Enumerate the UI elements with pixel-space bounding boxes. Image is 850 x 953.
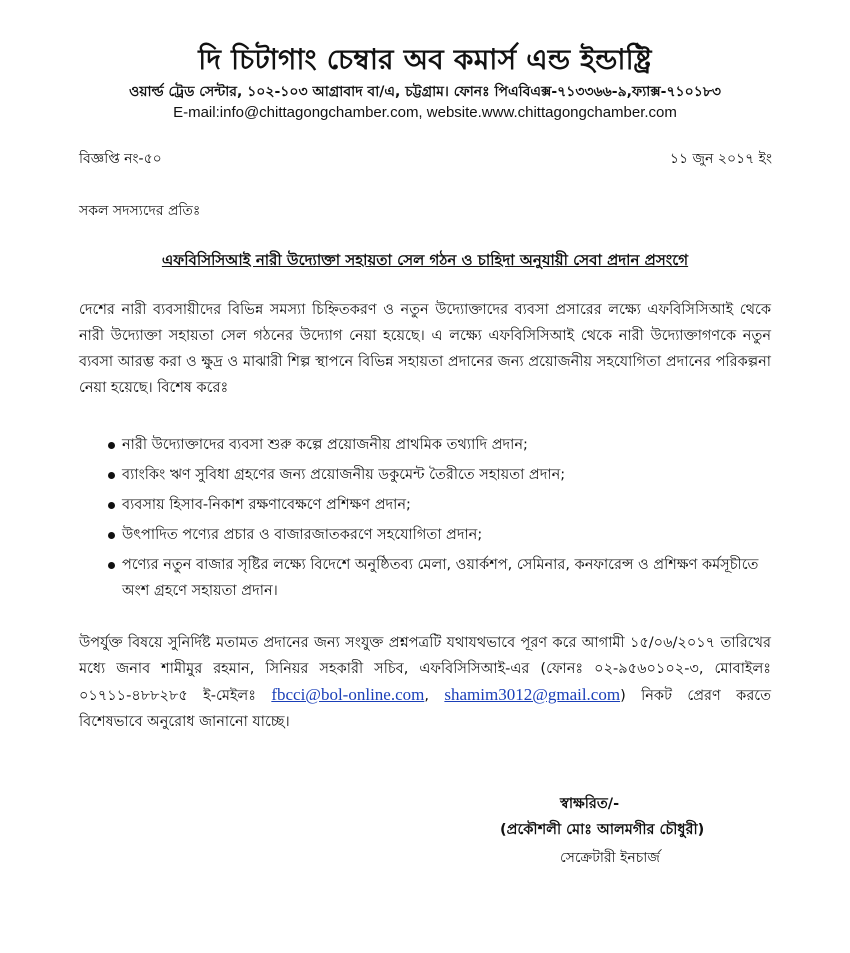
support-list	[108, 432, 772, 608]
list-item-text: পণ্যের নতুন বাজার সৃষ্টির লক্ষ্যে বিদেশে অনুষ্ঠিতব্য মেলা, ওয়ার্কশপ, সেমিনার, কনফারেন্স ও প্রশিক্ষণ কর্মসূচীতে অংশ গ্রহণে সহায়তা প্রদান।	[122, 557, 759, 599]
list-item-text: নারী উদ্যোক্তাদের ব্যবসা শুরু কল্পে প্রয়োজনীয় প্রাথমিক তথ্যাদি প্রদান;	[122, 437, 528, 453]
bullet-icon	[108, 472, 115, 479]
signatory-designation: সেক্রেটারী ইনচার্জ	[560, 850, 660, 866]
signatory-name: (প্রকৌশলী মোঃ আলমগীর চৌধুরী)	[500, 822, 705, 838]
bullet-icon	[108, 442, 115, 449]
signed-label: স্বাক্ষরিত/-	[560, 796, 620, 812]
organization-title: দি চিটাগাং চেম্বার অব কমার্স এন্ড ইন্ডাষ্ট্রি	[198, 43, 652, 76]
body-paragraph-2	[79, 630, 771, 735]
list-item	[108, 432, 772, 458]
organization-address: ওয়ার্ল্ড ট্রেড সেন্টার, ১০২-১০৩ আগ্রাবাদ বা/এ, চট্টগ্রাম। ফোনঃ পিএবিএক্স-৭১৩৩৬৬-৯,ফ্যাক্স-৭১০১৮৩	[128, 84, 722, 100]
notice-date: ১১ জুন ২০১৭ ইং	[669, 151, 772, 167]
list-item-text: ব্যবসায় হিসাব-নিকাশ রক্ষণাবেক্ষণে প্রশিক্ষণ প্রদান;	[122, 497, 411, 513]
subject-line: এফবিসিসিআই নারী উদ্যোক্তা সহায়তা সেল গঠন ও চাহিদা অনুযায়ী সেবা প্রদান প্রসংগে	[161, 251, 689, 269]
paragraph-2-text: উপর্যুক্ত বিষয়ে সুনির্দিষ্ট মতামত প্রদানের জন্য সংযুক্ত প্রশ্নপত্রটি যথাযথভাবে পূরণ করে আগামী ১৫/০৬/২০১৭ তারিখের মধ্যে জনাব শামীমুর রহমান, সিনিয়র সহকারী সচিব, এফবিসিসিআই-এর (ফোনঃ ০২-৯৫৬০১০২-৩, মোবাইলঃ ০১৭১১-৪৮৮২৮৫ ই-মেইলঃ	[79, 635, 771, 704]
email-link-fbcci[interactable]: fbcci@bol-online.com	[271, 685, 425, 704]
bullet-icon	[108, 532, 115, 539]
paragraph-2-closing: ) নিকট প্রেরণ করতে বিশেষভাবে অনুরোধ জানানো যাচ্ছে।	[79, 688, 772, 730]
email-link-shamim[interactable]: shamim3012@gmail.com	[444, 685, 621, 704]
list-item-text: ব্যাংকিং ঋণ সুবিধা গ্রহণের জন্য প্রয়োজনীয় ডকুমেন্ট তৈরীতে সহায়তা প্রদান;	[122, 467, 566, 483]
salutation: সকল সদস্যদের প্রতিঃ	[79, 203, 201, 219]
organization-contact: E-mail:info@chittagongchamber.com, website.www.chittagongchamber.com	[173, 104, 677, 121]
bullet-icon	[108, 502, 115, 509]
list-item	[108, 552, 772, 604]
bullet-icon	[108, 562, 115, 569]
list-item	[108, 462, 772, 488]
notice-number: বিজ্ঞপ্তি নং-৫০	[79, 151, 162, 167]
list-item	[108, 492, 772, 518]
separator-comma: ,	[424, 688, 429, 704]
list-item-text: উৎপাদিত পণ্যের প্রচার ও বাজারজাতকরণে সহযোগিতা প্রদান;	[122, 527, 483, 543]
body-paragraph-1: দেশের নারী ব্যবসায়ীদের বিভিন্ন সমস্যা চিহ্নিতকরণ ও নতুন উদ্যোক্তাদের ব্যবসা প্রসারের লক্ষ্যে এফবিসিসিআই থেকে নারী উদ্যোক্তা সহায়তা সেল গঠনের উদ্যোগ নেয়া হয়েছে। এ লক্ষ্যে এফবিসিসিআই থেকে নারী উদ্যোক্তাগণকে নতুন ব্যবসা আরম্ভ করা ও ক্ষুদ্র ও মাঝারী শিল্প স্থাপনে বিভিন্ন সহায়তা প্রদানের জন্য প্রয়োজনীয় সহযোগিতা প্রদানের পরিকল্পনা নেয়া হয়েছে। বিশেষ করেঃ	[79, 302, 771, 396]
list-item	[108, 522, 772, 548]
